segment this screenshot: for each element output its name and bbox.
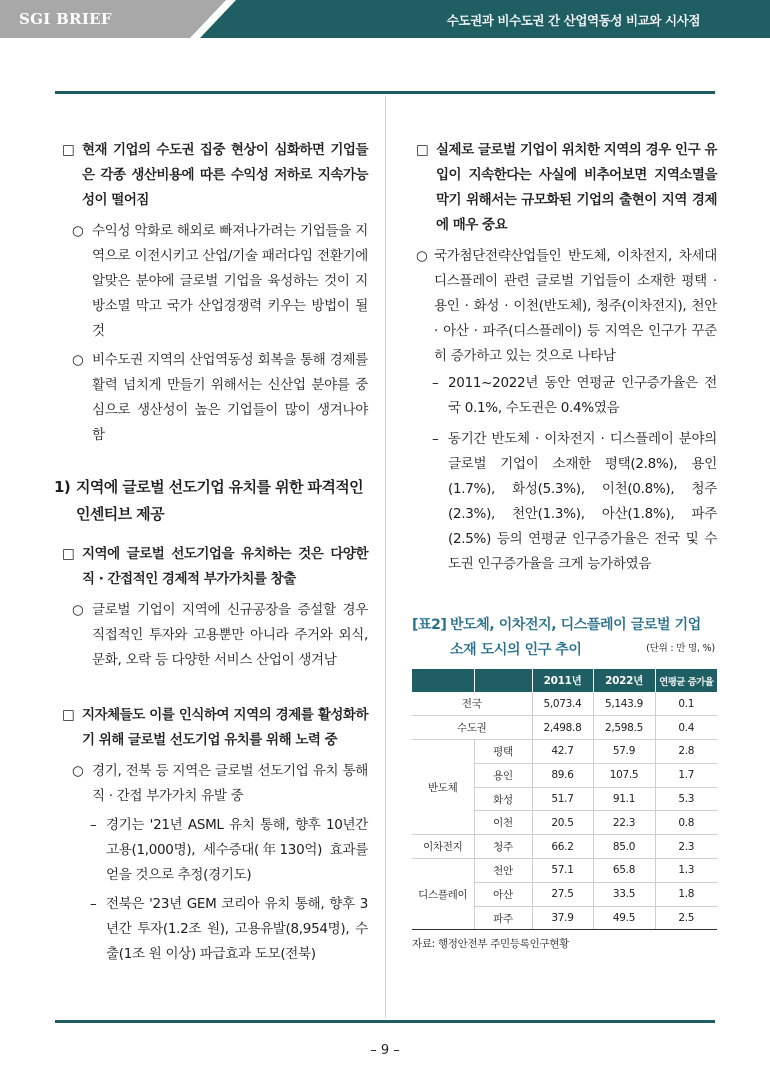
cell-rate: 1.8: [655, 882, 717, 906]
cell-rate: 1.3: [655, 859, 717, 883]
bullet-circle: [58, 759, 368, 809]
paragraph-text: 지역에 글로벌 선도기업을 유치하는 것은 다양한 직 · 간접적인 경제적 부가가치를 창출: [82, 546, 368, 587]
dash-marker: –: [432, 375, 439, 391]
city-label: 용인: [474, 763, 532, 787]
table-title-line: 반도체, 이차전지, 디스플레이 글로벌 기업: [450, 617, 701, 633]
cell-rate: 5.3: [655, 787, 717, 811]
cell-rate: 2.3: [655, 835, 717, 859]
paragraph-box: [58, 138, 368, 213]
cell-2011: 20.5: [532, 811, 593, 835]
table-caption: [412, 613, 717, 663]
paragraph-box: [58, 703, 368, 753]
cell-2022: 85.0: [593, 835, 655, 859]
bullet-text: 2011~2022년 동안 연평균 인구증가율은 전국 0.1%, 수도권은 0.4%였음: [448, 375, 717, 416]
heading-text: 지역에 글로벌 선도기업 유치를 위한 파격적인 인센티브 제공: [76, 478, 364, 523]
cell-2011: 37.9: [532, 906, 593, 930]
cell-2022: 91.1: [593, 787, 655, 811]
bullet-text: 전북은 '23년 GEM 코리아 유치 통해, 향후 3년간 투자(1.2조 원), 고용유발(8,954명), 수출(1조 원 이상) 파급효과 도모(전북): [106, 896, 368, 962]
bullet-text: 경기는 '21년 ASML 유치 통해, 향후 10년간 고용(1,000명), 세수증대(年130억) 효과를 얻을 것으로 추정(경기도): [106, 817, 368, 883]
group-label: 디스플레이: [412, 859, 474, 930]
table-header: 2011년: [532, 669, 593, 692]
population-table: [412, 669, 717, 930]
cell-rate: 2.5: [655, 906, 717, 930]
cell-2022: 49.5: [593, 906, 655, 930]
bullet-dash: [58, 892, 368, 967]
table-number: [표2]: [412, 617, 447, 633]
bullet-circle: [412, 244, 717, 369]
city-label: 파주: [474, 906, 532, 930]
cell-2011: 66.2: [532, 835, 593, 859]
city-label: 아산: [474, 882, 532, 906]
document-title: 수도권과 비수도권 간 산업역동성 비교와 시사점: [446, 13, 700, 28]
box-marker: □: [62, 142, 75, 158]
circle-marker: ○: [72, 223, 84, 239]
group-label: 이차전지: [412, 835, 474, 859]
table-source: 자료: 행정안전부 주민등록인구현황: [412, 938, 569, 951]
bullet-dash: [412, 427, 717, 577]
cell-rate: 1.7: [655, 763, 717, 787]
bullet-text: 국가첨단전략산업들인 반도체, 이차전지, 차세대 디스플레이 관련 글로벌 기업들이 소재한 평택 · 용인 · 화성 · 이천(반도체), 청주(이차전지), 천안 · 아산 · 파주(디스플레이) 등 지역은 인구가 꾸준히 증가하고 있는 것으로 나타남: [434, 248, 717, 364]
top-rule: [55, 91, 715, 94]
heading-number: 1): [54, 478, 71, 496]
cell-2022: 107.5: [593, 763, 655, 787]
bullet-text: 경기, 전북 등 지역은 글로벌 선도기업 유치 통해 직 · 간접 부가가치 유발 중: [92, 763, 368, 804]
city-label: 평택: [474, 740, 532, 764]
city-label: 청주: [474, 835, 532, 859]
row-label: 전국: [412, 692, 532, 716]
table-header: 2022년: [593, 669, 655, 692]
cell-2022: 5,143.9: [593, 692, 655, 716]
table-header: 연평균 증가율: [655, 669, 717, 692]
cell-rate: 0.8: [655, 811, 717, 835]
table-title-line: 소재 도시의 인구 추이: [450, 642, 582, 658]
cell-2022: 57.9: [593, 740, 655, 764]
bullet-dash: [412, 371, 717, 421]
city-label: 화성: [474, 787, 532, 811]
city-label: 천안: [474, 859, 532, 883]
cell-rate: 2.8: [655, 740, 717, 764]
paragraph-box: [58, 542, 368, 592]
page-number: – 9 –: [370, 1043, 400, 1058]
circle-marker: ○: [72, 352, 84, 368]
paragraph-text: 현재 기업의 수도권 집중 현상이 심화하면 기업들은 각종 생산비용에 따른 수익성 저하로 지속가능성이 떨어짐: [82, 142, 368, 208]
row-label: 수도권: [412, 716, 532, 740]
cell-2011: 51.7: [532, 787, 593, 811]
cell-rate: 0.4: [655, 716, 717, 740]
cell-2011: 2,498.8: [532, 716, 593, 740]
cell-2011: 57.1: [532, 859, 593, 883]
brand-title: SGI BRIEF: [19, 10, 112, 28]
cell-rate: 0.1: [655, 692, 717, 716]
dash-marker: –: [90, 896, 97, 912]
cell-2011: 89.6: [532, 763, 593, 787]
box-marker: □: [416, 142, 429, 158]
circle-marker: ○: [72, 763, 84, 779]
cell-2022: 22.3: [593, 811, 655, 835]
cell-2011: 5,073.4: [532, 692, 593, 716]
section-heading: [54, 474, 368, 528]
group-label: 반도체: [412, 740, 474, 835]
table-header-row: [412, 669, 717, 692]
right-column: [412, 138, 717, 951]
cell-2011: 27.5: [532, 882, 593, 906]
paragraph-text: 실제로 글로벌 기업이 위치한 지역의 경우 인구 유입이 지속한다는 사실에 비추어보면 지역소멸을 막기 위해서는 규모화된 기업의 출현이 지역 경제에 매우 중요: [436, 142, 717, 233]
paragraph-text: 지자체들도 이를 인식하여 지역의 경제를 활성화하기 위해 글로벌 선도기업 유치를 위해 노력 중: [82, 707, 368, 748]
paragraph-box: [412, 138, 717, 238]
bullet-circle: [58, 219, 368, 344]
box-marker: □: [62, 546, 75, 562]
bullet-dash: [58, 813, 368, 888]
table-header: [412, 669, 474, 692]
cell-2011: 42.7: [532, 740, 593, 764]
box-marker: □: [62, 707, 75, 723]
table-unit: (단위 : 만 명, %): [646, 643, 715, 654]
left-column: [54, 138, 368, 967]
circle-marker: ○: [416, 248, 428, 264]
bullet-circle: [58, 598, 368, 673]
bullet-circle: [58, 348, 368, 448]
cell-2022: 65.8: [593, 859, 655, 883]
circle-marker: ○: [72, 602, 84, 618]
table-row: [412, 859, 717, 883]
dash-marker: –: [432, 431, 439, 447]
bullet-text: 비수도권 지역의 산업역동성 회복을 통해 경제를 활력 넘치게 만들기 위해서는 신산업 분야를 중심으로 생산성이 높은 기업들이 많이 생겨나야 함: [92, 352, 368, 443]
table-row: [412, 740, 717, 764]
table-header: [474, 669, 532, 692]
bullet-text: 동기간 반도체 · 이차전지 · 디스플레이 분야의 글로벌 기업이 소재한 평택(2.8%), 용인(1.7%), 화성(5.3%), 이천(0.8%), 청주(2.3%), 천안(1.3%), 아산(1.8%), 파주(2.5%) 등의 연평균 인구증가율은 전국 및 수도권 인구증가율을 크게 능가하였음: [448, 431, 717, 572]
city-label: 이천: [474, 811, 532, 835]
bullet-text: 글로벌 기업이 지역에 신규공장을 증설할 경우 직접적인 투자와 고용뿐만 아니라 주거와 외식, 문화, 오락 등 다양한 서비스 산업이 생겨남: [92, 602, 368, 668]
table-row: [412, 716, 717, 740]
table-row: [412, 835, 717, 859]
bullet-text: 수익성 악화로 해외로 빠져나가려는 기업들을 지역으로 이전시키고 산업/기술 패러다임 전환기에 알맞은 분야에 글로벌 기업을 육성하는 것이 지방소멸 막고 국가 산업경쟁력 키우는 방법이 될 것: [92, 223, 368, 339]
table-row: [412, 692, 717, 716]
column-divider: [385, 96, 386, 1018]
cell-2022: 2,598.5: [593, 716, 655, 740]
dash-marker: –: [90, 817, 97, 833]
page-header: [0, 0, 770, 42]
cell-2022: 33.5: [593, 882, 655, 906]
bottom-rule: [55, 1020, 715, 1023]
